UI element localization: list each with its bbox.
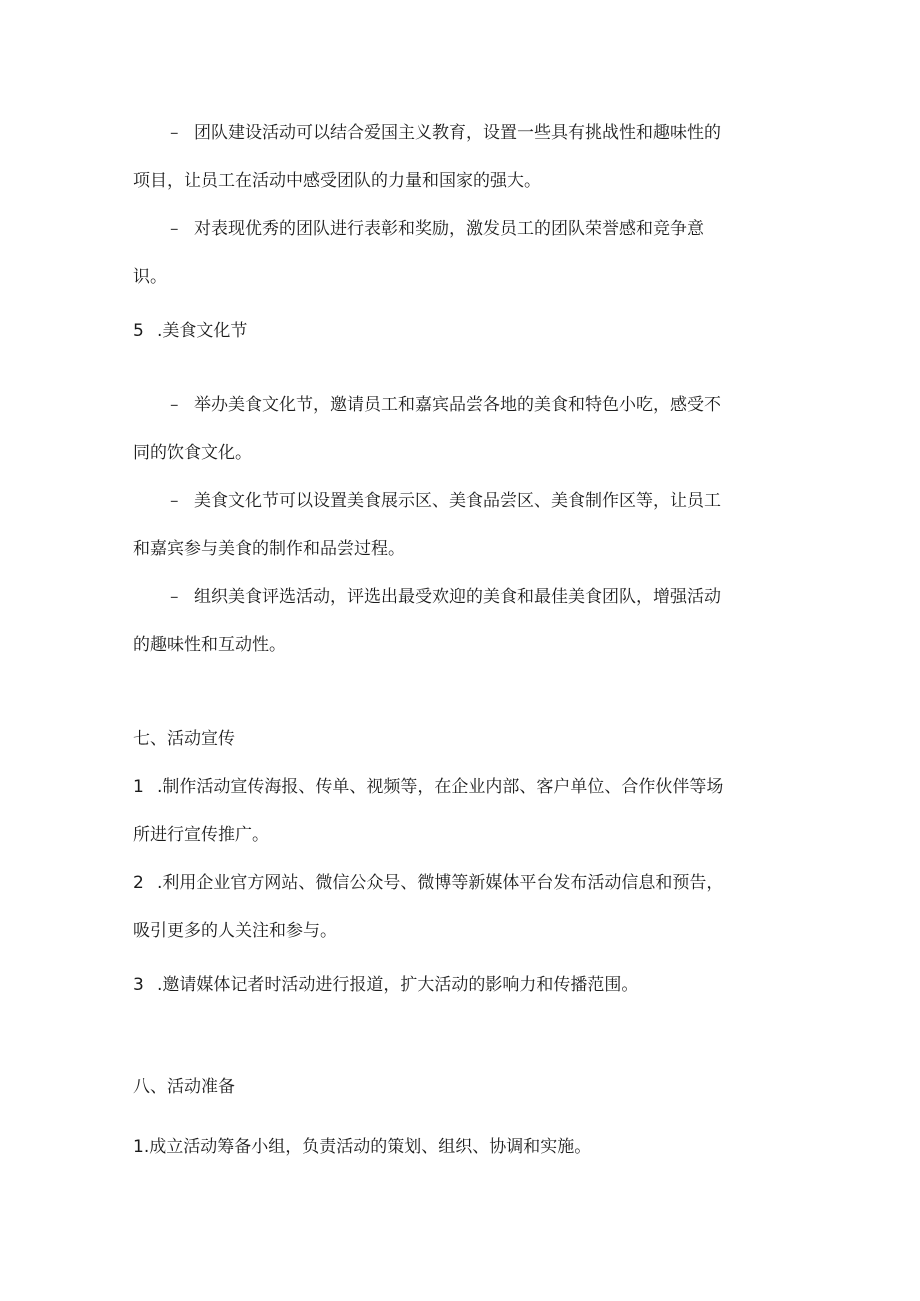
team-building-bullet-2-line-1 xyxy=(170,218,704,240)
section-7-item-2-line-1 xyxy=(133,872,723,894)
item-text: .制作活动宣传海报、传单、视频等，在企业内部、客户单位、合作伙伴等场 xyxy=(157,777,724,797)
bullet-dash: – xyxy=(170,219,179,239)
bullet-text: 组织美食评选活动，评选出最受欢迎的美食和最佳美食团队，增强活动 xyxy=(194,587,721,607)
bullet-dash: – xyxy=(170,395,179,415)
section-7-item-2-line-2: 吸引更多的人关注和参与。 xyxy=(133,921,337,941)
item-number: 2 xyxy=(133,873,144,893)
bullet-dash: – xyxy=(170,587,179,607)
section-8-title: 八、活动准备 xyxy=(133,1077,235,1097)
bullet-dash: – xyxy=(170,491,179,511)
section-7-item-1-line-1 xyxy=(133,776,723,798)
item-number: 1 xyxy=(133,777,144,797)
bullet-text: 对表现优秀的团队进行表彰和奖励，激发员工的团队荣誉感和竞争意 xyxy=(194,219,704,239)
bullet-text: 美食文化节可以设置美食展示区、美食品尝区、美食制作区等，让员工 xyxy=(194,491,721,511)
bullet-text: 举办美食文化节，邀请员工和嘉宾品尝各地的美食和特色小吃，感受不 xyxy=(194,395,721,415)
food-festival-bullet-2-line-2: 和嘉宾参与美食的制作和品尝过程。 xyxy=(133,539,405,559)
bullet-dash: – xyxy=(170,123,179,143)
food-festival-bullet-1-line-1 xyxy=(170,394,721,416)
section-8-item-1: 1.成立活动筹备小组，负责活动的策划、组织、协调和实施。 xyxy=(133,1137,592,1157)
item-text: .利用企业官方网站、微信公众号、微博等新媒体平台发布活动信息和预告， xyxy=(157,873,724,893)
section-7-item-3 xyxy=(133,974,638,996)
food-festival-bullet-3-line-1 xyxy=(170,586,721,608)
food-festival-bullet-2-line-1 xyxy=(170,490,721,512)
food-festival-title: .美食文化节 xyxy=(157,321,248,341)
food-festival-bullet-1-line-2: 同的饮食文化。 xyxy=(133,443,252,463)
food-festival-bullet-3-line-2: 的趣味性和互动性。 xyxy=(133,635,286,655)
section-7-title: 七、活动宣传 xyxy=(133,729,235,749)
food-festival-heading xyxy=(133,320,247,342)
food-festival-number: 5 xyxy=(133,321,144,341)
item-number: 3 xyxy=(133,975,144,995)
team-building-bullet-1-line-1 xyxy=(170,122,721,144)
team-building-bullet-2-line-2: 识。 xyxy=(133,267,167,287)
bullet-text: 团队建设活动可以结合爱国主义教育，设置一些具有挑战性和趣味性的 xyxy=(194,123,721,143)
team-building-bullet-1-line-2: 项目，让员工在活动中感受团队的力量和国家的强大。 xyxy=(133,171,541,191)
section-7-item-1-line-2: 所进行宣传推广。 xyxy=(133,825,269,845)
item-text: .邀请媒体记者时活动进行报道，扩大活动的影响力和传播范围。 xyxy=(157,975,639,995)
